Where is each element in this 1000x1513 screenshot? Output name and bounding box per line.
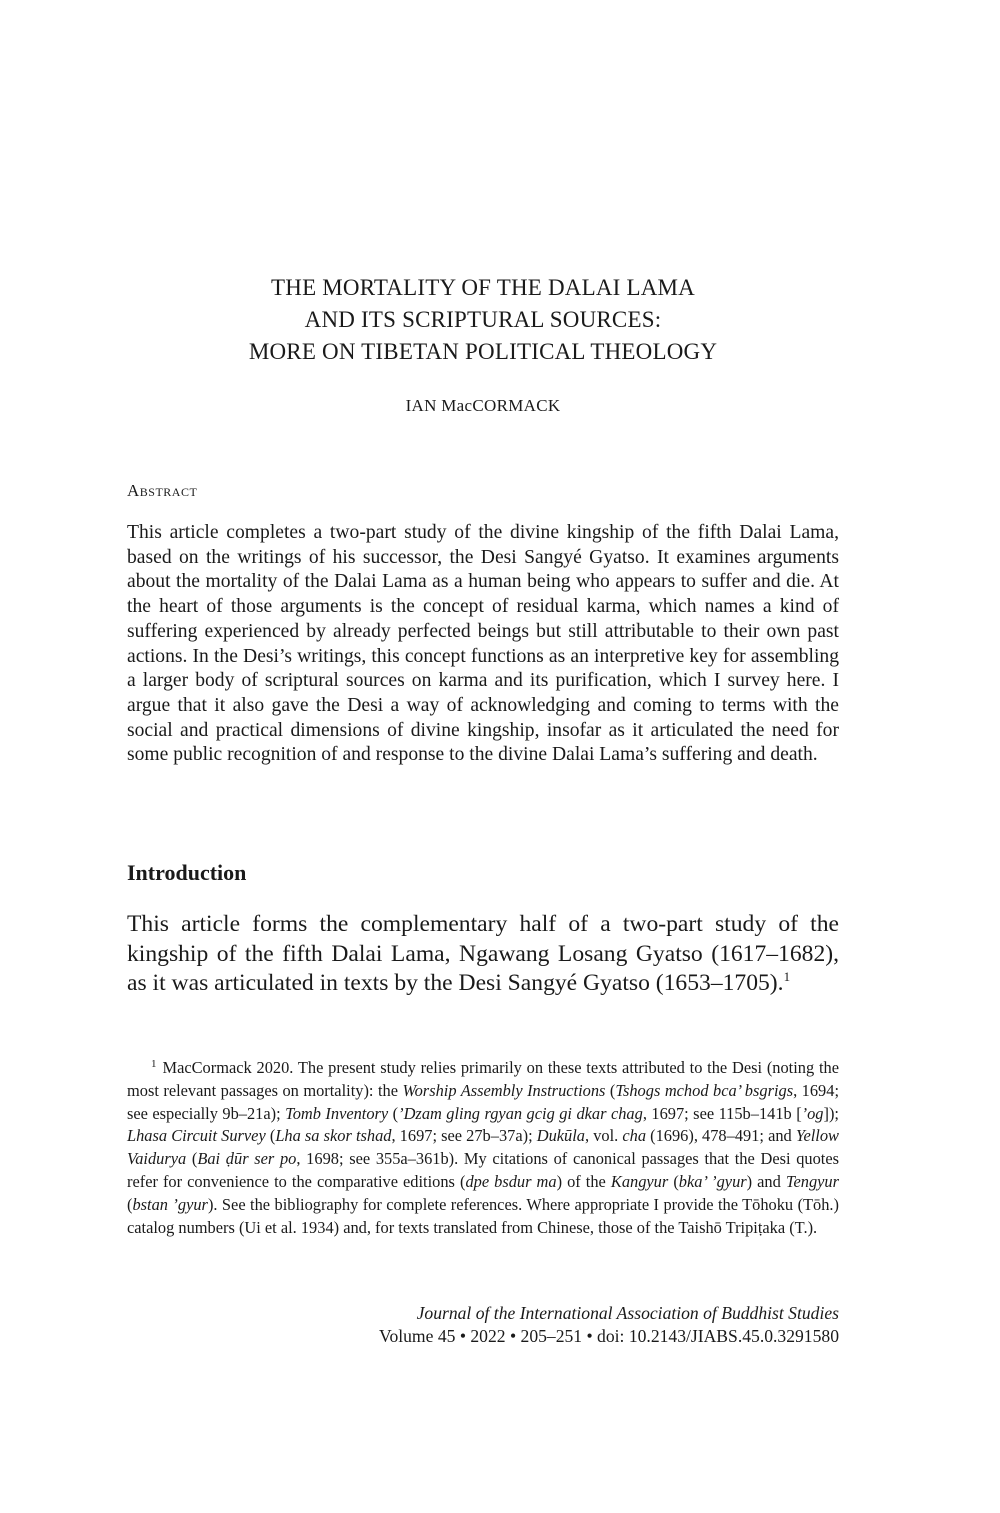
footnote-italic-title: Lha sa skor tshad — [275, 1126, 392, 1146]
footnote-italic-title: cha — [622, 1126, 647, 1146]
journal-volume-info: Volume 45 • 2022 • 205–251 • doi: 10.2143/JIABS.45.0.3291580 — [379, 1326, 839, 1346]
footnote-text-segment: (1696), 478–491; and — [646, 1126, 796, 1146]
footnote-italic-title: bstan ’gyur — [132, 1194, 208, 1214]
footnote-text-segment: ( — [127, 1194, 133, 1214]
introduction-paragraph — [127, 910, 839, 999]
footnote-text-segment: , 1698; see 355a–361b). My citations of canonical passages that the Desi quotes refer for convenience to the comparative editions ( — [127, 1149, 840, 1191]
footnote-text-segment: MacCormack 2020. The present study relies primarily on these texts attributed to the Desi (noting the most relevant passages on mortality): the — [127, 1058, 839, 1100]
title-line-3: MORE ON TIBETAN POLITICAL THEOLOGY — [248, 339, 718, 364]
footnote-text-segment: ( — [265, 1126, 276, 1146]
author-name — [127, 396, 839, 416]
footnote-italic-title: Yellow Vaidurya — [127, 1126, 839, 1169]
footnote-text-segment: ( — [186, 1149, 198, 1169]
footnote-text-segment: , 1697; see 27b–37a); — [391, 1126, 537, 1146]
footnote-text — [127, 1058, 839, 1237]
footnote-italic-title: Tshogs mchod bca’ bsgrigs — [615, 1080, 794, 1100]
article-title — [127, 272, 839, 368]
introduction-heading: Introduction — [127, 860, 247, 885]
abstract-text: This article completes a two-part study of the divine kingship of the fifth Dalai Lama, based on the writings of his successor, the Desi Sangyé Gyatso. It examines arguments about the mortality of the Dalai Lama as a human being who appears to suffer and die. At the heart of those arguments is the concept of residual karma, which names a kind of suffering experienced by already perfected beings but still attributable to their own past actions. In the Desi’s writings, this concept functions as an interpretive key for assembling a larger body of scriptural sources on karma and its purification, which I survey here. I argue that it also gave the Desi a way of acknowledging and coming to terms with the social and practical dimensions of divine kingship, insofar as it articulated the need for some public recognition of and response to the divine Dalai Lama’s suffering and death. — [127, 522, 839, 766]
footnote-text-segment: ( — [668, 1171, 679, 1191]
footnote-text-segment: ( — [605, 1080, 616, 1100]
footnote-italic-title: Kangyur — [610, 1171, 669, 1191]
footnote-italic-title: bka’ ’gyur — [678, 1171, 747, 1191]
footnote-italic-title: Bai ḍūr ser po — [197, 1149, 297, 1169]
footnote-text-segment: ]); — [823, 1103, 839, 1123]
footnote-italic-title: Worship Assembly Instructions — [402, 1080, 606, 1100]
footnote-italic-title: ’og — [801, 1103, 824, 1123]
footnote-italic-title: Dukūla — [536, 1126, 585, 1146]
footnote-text-segment: ) and — [746, 1171, 786, 1191]
journal-citation — [379, 1302, 839, 1348]
introduction-text: This article forms the complementary half of a two-part study of the kingship of the fifth Dalai Lama, Ngawang Losang Gyatso (1617–1682), as it was articulated in texts by the Desi Sangyé Gyatso (1653–1705). — [127, 911, 839, 996]
footnote-1 — [127, 1057, 839, 1239]
footnote-italic-title: Tengyur — [785, 1171, 839, 1191]
title-line-2: AND ITS SCRIPTURAL SOURCES: — [304, 307, 662, 332]
footnote-italic-title: dpe bsdur ma — [465, 1171, 557, 1191]
footnote-italic-title: ’Dzam gling rgyan gcig gi dkar chag — [398, 1103, 643, 1123]
footnote-reference[interactable]: 1 — [783, 969, 791, 984]
footnote-text-segment: ) of the — [556, 1171, 611, 1191]
footnote-text-segment: ( — [388, 1103, 399, 1123]
footnote-text-segment: , 1697; see 115b–141b [ — [642, 1103, 802, 1123]
abstract-heading: Abstract — [127, 481, 198, 500]
author-name-text: IAN MacCORMACK — [405, 396, 561, 415]
journal-name: Journal of the International Association of Buddhist Studies — [416, 1303, 839, 1323]
footnote-number: 1 — [151, 1058, 157, 1070]
footnote-italic-title: Tomb Inventory — [285, 1103, 389, 1123]
footnote-text-segment: , vol. — [585, 1126, 623, 1146]
article-page — [127, 0, 839, 1513]
footnote-italic-title: Lhasa Circuit Survey — [127, 1126, 266, 1146]
footnote-text-segment: , 1694; see especially 9b–21a); — [127, 1080, 839, 1123]
footnote-text-segment: ). See the bibliography for complete references. Where appropriate I provide the Tōhoku (Tōh.) catalog numbers (Ui et al. 1934) and, for texts translated from Chinese, those of the Taishō Tripiṭaka (T.). — [127, 1194, 839, 1237]
title-line-1: THE MORTALITY OF THE DALAI LAMA — [271, 275, 695, 300]
